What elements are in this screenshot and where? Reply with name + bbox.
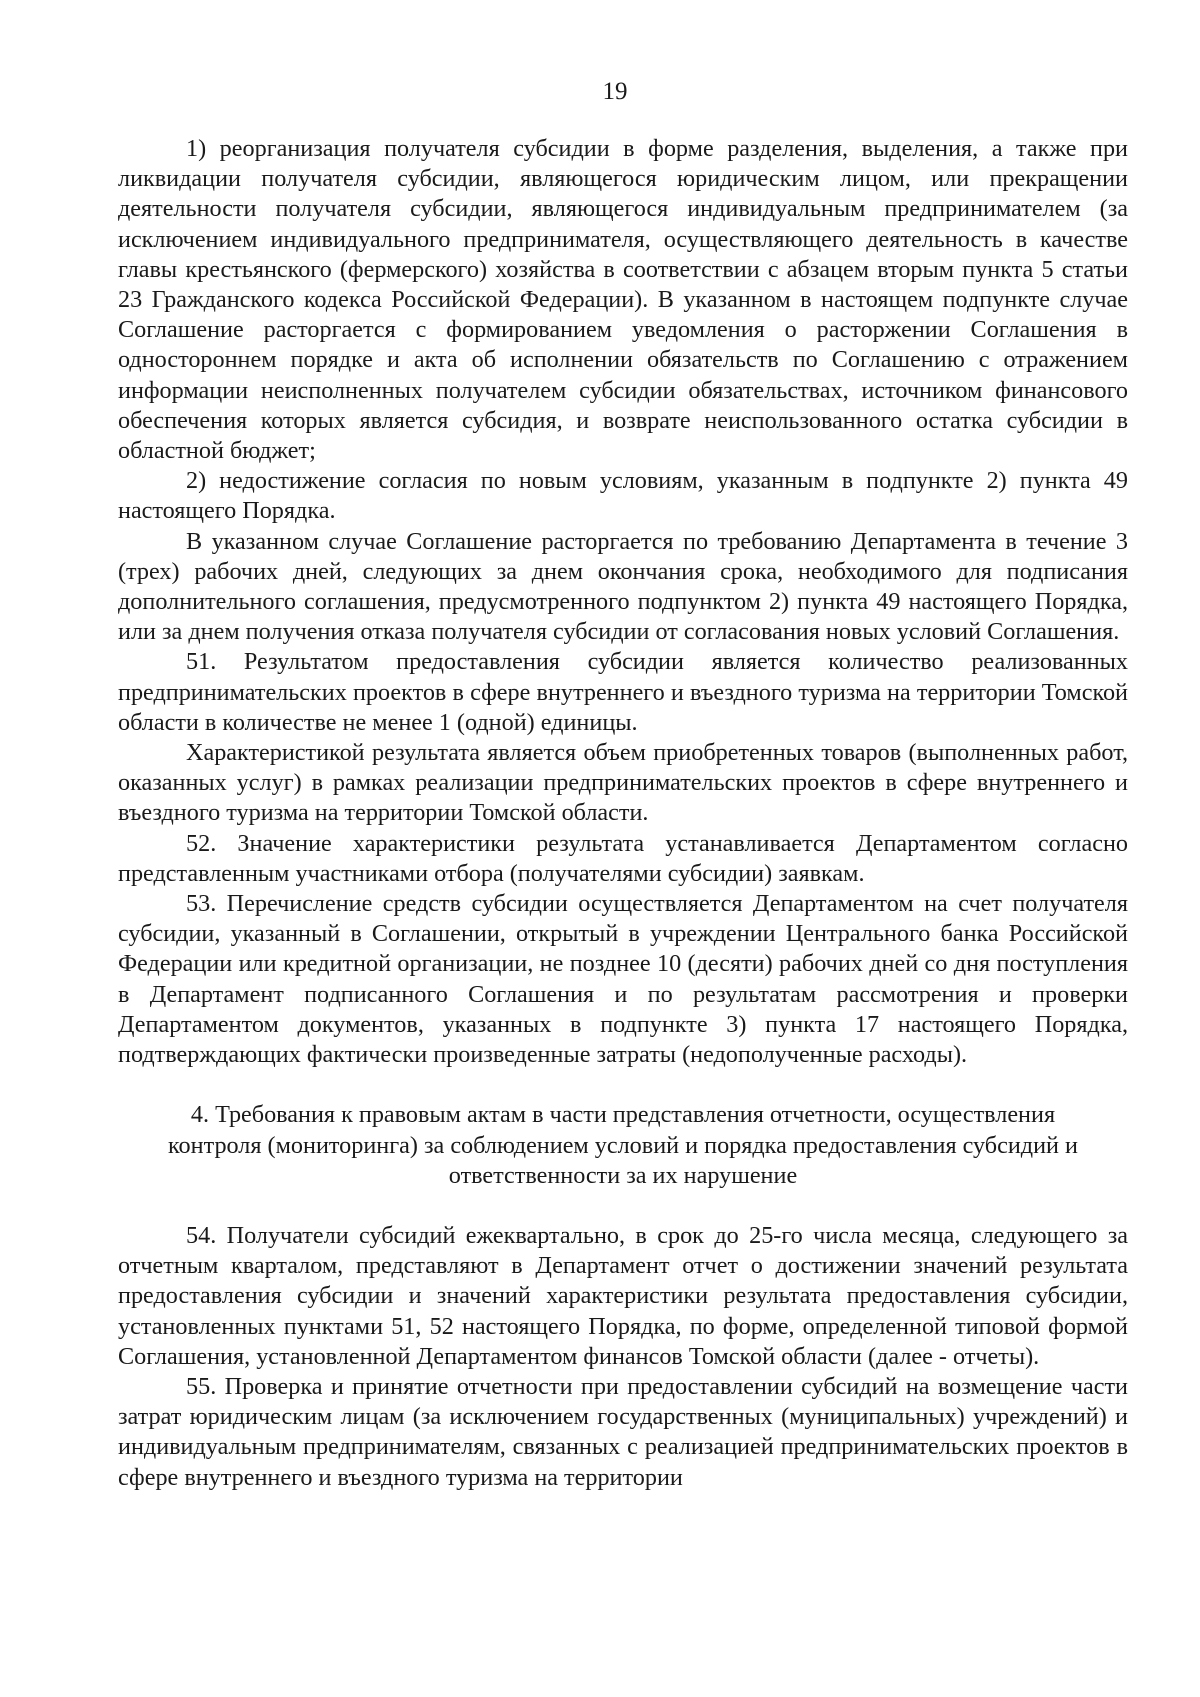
paragraph-clause-52: 52. Значение характеристики результата устанавливается Департаментом согласно представленным участниками отбора (получателями субсидии) заявкам. [118,829,1128,887]
document-body [118,134,1128,1493]
paragraph-result-characteristic: Характеристикой результата является объем приобретенных товаров (выполненных работ, оказанных услуг) в рамках реализации предпринимательских проектов в сфере внутреннего и въездного туризма на территории Томской области. [118,739,1128,827]
paragraph-clause-51: 51. Результатом предоставления субсидии является количество реализованных предпринимательских проектов в сфере внутреннего и въездного туризма на территории Томской области в количестве не менее 1 (одной) единицы. [118,648,1128,736]
section-heading-line-1: 4. Требования к правовым актам в части представления отчетности, осуществления [190,1101,1056,1129]
paragraph-clause-55: 55. Проверка и принятие отчетности при предоставлении субсидий на возмещение части затрат юридическим лицам (за исключением государственных (муниципальных) учреждений) и индивидуальным предпринимателям, связанных с реализацией предпринимательских проектов в сфере внутреннего и въездного туризма на территории [118,1372,1128,1491]
paragraph-subitem-2: 2) недостижение согласия по новым условиям, указанным в подпункте 2) пункта 49 настоящего Порядка. [118,467,1128,525]
paragraph-clause-53: 53. Перечисление средств субсидии осуществляется Департаментом на счет получателя субсидии, указанный в Соглашении, открытый в учреждении Центрального банка Российской Федерации или кредитной организации, не позднее 10 (десяти) рабочих дней со дня поступления в Департамент подписанного Соглашения и по результатам рассмотрения и проверки Департаментом документов, указанных в подпункте 3) пункта 17 настоящего Порядка, подтверждающих фактически произведенные затраты (недополученные расходы). [118,890,1128,1069]
paragraph-termination-case: В указанном случае Соглашение расторгается по требованию Департамента в течение 3 (трех) рабочих дней, следующих за днем окончания срока, необходимого для подписания дополнительного соглашения, предусмотренного подпунктом 2) пункта 49 настоящего Порядка, или за днем получения отказа получателя субсидии от согласования новых условий Соглашения. [118,527,1128,646]
section-heading-line-2: контроля (мониторинга) за соблюдением условий и порядка предоставления субсидий и [168,1131,1078,1159]
section-heading [118,1100,1128,1191]
page-number: 19 [602,78,628,105]
paragraph-subitem-1: 1) реорганизация получателя субсидии в форме разделения, выделения, а также при ликвидации получателя субсидии, являющегося юридическим лицом, или прекращении деятельности получателя субсидии, являющегося индивидуальным предпринимателем (за исключением индивидуального предпринимателя, осуществляющего деятельность в качестве главы крестьянского (фермерского) хозяйства в соответствии с абзацем вторым пункта 5 статьи 23 Гражданского кодекса Российской Федерации). В указанном в настоящем подпункте случае Соглашение расторгается с формированием уведомления о расторжении Соглашения в одностороннем порядке и акта об исполнении обязательств по Соглашению с отражением информации неисполненных получателем субсидии обязательствах, источником финансового обеспечения которых является субсидия, и возврате неиспользованного остатка субсидии в областной бюджет; [118,135,1128,465]
paragraph-clause-54: 54. Получатели субсидий ежеквартально, в срок до 25-го числа месяца, следующего за отчетным кварталом, представляют в Департамент отчет о достижении значений результата предоставления субсидии и значений характеристики результата предоставления субсидии, установленных пунктами 51, 52 настоящего Порядка, по форме, определенной типовой формой Соглашения, установленной Департаментом финансов Томской области (далее - отчеты). [118,1221,1128,1370]
section-heading-line-3: ответственности за их нарушение [448,1161,798,1189]
